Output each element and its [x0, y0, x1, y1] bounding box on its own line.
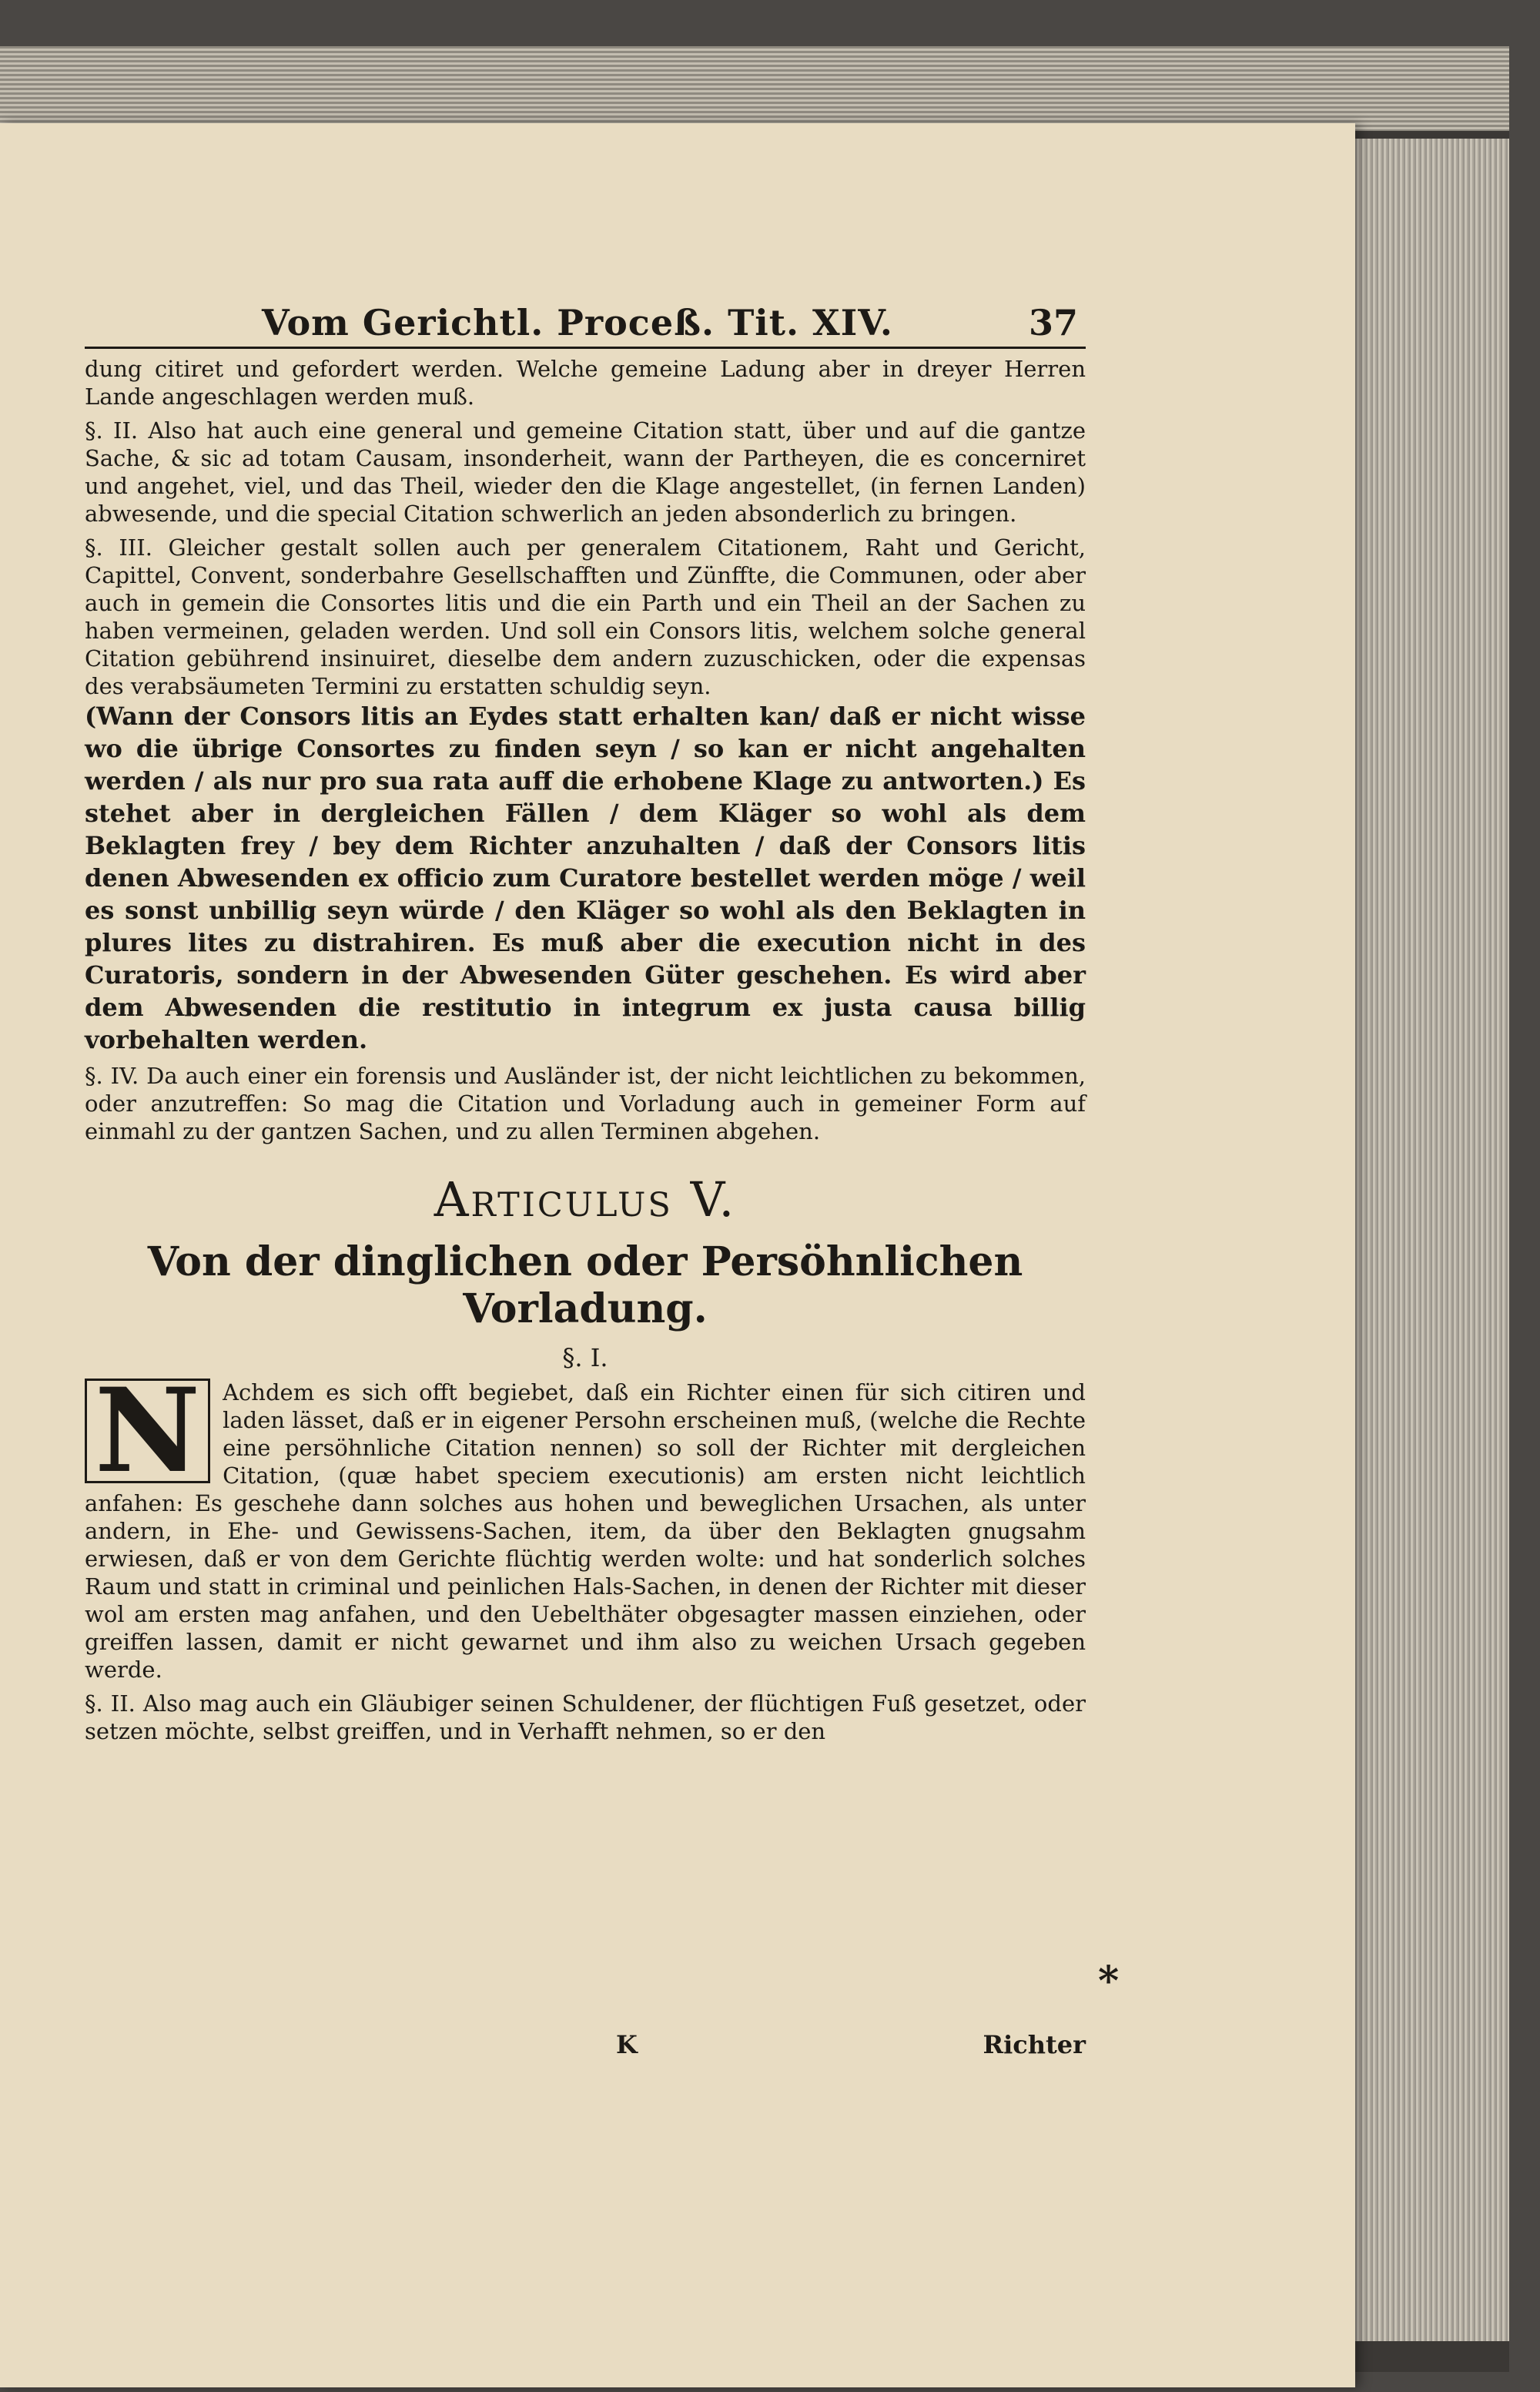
- signature-mark: K: [616, 2030, 638, 2059]
- article-subtitle: Von der dinglichen oder Persöhnlichen Vorladung.: [147, 1238, 1023, 1332]
- catchword: Richter: [983, 2030, 1086, 2059]
- article-title: Articulus V.: [434, 1171, 737, 1228]
- marginal-asterisk: *: [1098, 1958, 1120, 2005]
- dropcap-letter: N: [85, 1379, 210, 1483]
- paragraph-article-1: Achdem es sich offt begiebet, daß ein Richter einen für sich citiren und laden lässet, daß er in eigener Persohn erscheinen muß, (welche die Rechte eine persöhnliche Citation nennen) so soll der Richter mit dergleichen Citation, (quæ habet speciem executionis) am ersten nicht leichtlich anfahen: Es geschehe dann solches aus hohen und beweglichen Ursachen, als unter andern, in Ehe- und Gewissens-Sachen, item, da über den Beklagten gnugsahm erwiesen, daß er von dem Gerichte flüchtig werden wolte: und hat sonderlich solches Raum und statt in criminal und peinlichen Hals-Sachen, in denen der Richter mit dieser wol am ersten mag anfahen, und den Uebelthäter obgesagter massen einziehen, oder greiffen lassen, damit er nicht gewarnet und ihm also zu weichen Ursach gegeben werde.: [85, 1379, 1086, 1683]
- paragraph-section-3: §. III. Gleicher gestalt sollen auch per generalem Citationem, Raht und Gericht, Capittel, Convent, sonderbahre Gesellschafften und Zünffte, die Communen, oder aber auch in gemein die Consortes litis und die ein Parth und ein Theil an der Sachen zu haben vermeinen, geladen werden. Und soll ein Consors litis, welchem solche general Citation gebührend insinuiret, dieselbe dem andern zuzuschicken, oder die expensas des verabsäumeten Termini zu erstatten schuldig seyn.: [85, 534, 1086, 699]
- page-fore-edges: [1355, 139, 1509, 2341]
- running-head: [85, 285, 1086, 349]
- article-section-label: §. I.: [562, 1343, 608, 1372]
- paragraph-section-2: §. II. Also hat auch eine general und gemeine Citation statt, über und auf die gantze Sache, & sic ad totam Causam, insonderheit, wann der Partheyen, die es concerniret und angehet, viel, und das Theil, wieder den die Klage angestellet, (in fernen Landen) abwesende, und die special Citation schwerlich an jeden absonderlich zu bringen.: [85, 417, 1086, 527]
- page-number: 37: [1028, 302, 1078, 343]
- paragraph-article-2: §. II. Also mag auch ein Gläubiger seinen Schuldener, der flüchtigen Fuß gesetzet, oder setzen möchte, selbst greiffen, und in Verhafft nehmen, so er den: [85, 1690, 1086, 1744]
- paragraph-section-4: §. IV. Da auch einer ein forensis und Ausländer ist, der nicht leichtlichen zu bekommen, oder anzutreffen: So mag die Citation und Vorladung auch in gemeiner Form auf einmahl zu der gantzen Sachen, und zu allen Terminen abgehen.: [85, 1063, 1086, 1144]
- page-footer: [85, 2030, 1086, 2069]
- article-body: [85, 1363, 1086, 1745]
- page-top-edges: [0, 46, 1509, 131]
- paragraph-section-3-large: (Wann der Consors litis an Eydes statt erhalten kan/ daß er nicht wisse wo die übrige Consortes zu finden seyn / so kan er nicht angehalten werden / als nur pro sua rata auff die erhobene Klage zu antworten.) Es stehet aber in dergleichen Fällen / dem Kläger so wohl als dem Beklagten frey / bey dem Richter anzuhalten / daß der Consors litis denen Abwesenden ex officio zum Curatore bestellet werden möge / weil es sonst unbillig seyn würde / den Kläger so wohl als den Beklagten in plures lites zu distrahiren. Es muß aber die execution nicht in des Curatoris, sondern in der Abwesenden Güter geschehen. Es wird aber dem Abwesenden die restitutio in integrum ex justa causa billig vorbehalten werden.: [85, 702, 1086, 1054]
- paragraph-continuation: dung citiret und gefordert werden. Welche gemeine Ladung aber in dreyer Herren Lande angeschlagen werden muß.: [85, 356, 1086, 410]
- running-head-title: Vom Gerichtl. Proceß. Tit. XIV.: [262, 302, 893, 343]
- page-content: [85, 285, 1086, 1745]
